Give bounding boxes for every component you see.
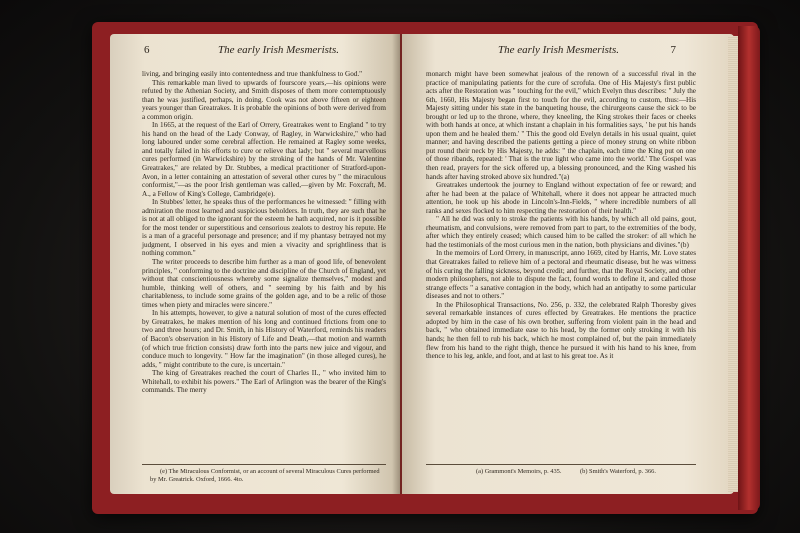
left-page-header <box>110 44 400 62</box>
paragraph: In the memoirs of Lord Orrery, in manuscript, anno 1669, cited by Harris, Mr. Love states that Greatrakes failed to relieve him of a pectoral and rheumatic disease, but he was witness of his curing the falling sickness, beyond credit; and further, that the Royal Society, and other modern philosophers, not able to dispute the fact, found words to define it, and called those strange effects " a sanative contagion in the body, which had an antipathy to some particular diseases and not to others." <box>426 249 696 301</box>
paragraph: In the Philosophical Transactions, No. 256, p. 332, the celebrated Ralph Thoresby gives several remarkable instances of cures effected by Greatrakes. He mentions the practice adopted by him in the case of his own brother, suffering from violent pain in the head and back, " who obtained immediate ease to his head, by the former only stroking it with his hands; he then fell to rub his back, which he most complained of, but the pain immediately flew from his hand to the right thigh, thence he pursued it with his hand to his knee, from thence to his leg, ankle, and foot, and at last to his great toe. As it <box>426 300 696 361</box>
paragraph: living, and bringing easily into contentedness and true thankfulness to God." <box>142 70 363 78</box>
paragraph: In Stubbes' letter, he speaks thus of the performances he witnessed: " filling with admiration the most learned and suspicious beholders. In truth, they are such that he is not at all obliged to the ignorant for the esteem he hath acquired, nor is it possible for the most tender or superstitious and censorious zealots to destroy his repute. He is a man of a graceful personage and presence; and if my phantasy betrayed not my judgment, I observed in his eyes and mien a vivacity and sprightliness that is nothing common." <box>142 198 386 258</box>
footnote: (e) The Miraculous Conformist, or an account of several Miraculous Cures performed by Mr. Greatrick. Oxford, 1666. 4to. <box>150 468 380 483</box>
left-page-text <box>142 70 386 395</box>
footnote-rule <box>142 464 386 465</box>
paragraph: This remarkable man lived to upwards of fourscore years,—his opinions were refuted by the Athenian Society, and Smith disposes of them more contemptuously than he was justified, perhaps, in doing. Cook was not above fifteen or eighteen years younger than Greatrakes. It is probable the opinions of both were derived from a common origin. <box>142 78 386 121</box>
right-page-text <box>426 70 696 361</box>
right-page-header <box>402 44 734 62</box>
paragraph: " All he did was only to stroke the patients with his hands, by which all old pains, gout, rheumatism, and convulsions, were removed from part to part, to the extremities of the body, after which they entirely ceased; which caused him to be called the stroker: of all which he had the testimonials of the most curious men in the nation, both physicians and divines."(b) <box>426 215 696 249</box>
page-edges <box>728 36 738 492</box>
page-number: 7 <box>670 44 676 56</box>
paragraph: monarch might have been somewhat jealous of the renown of a successful rival in the practice of manipulating patients for the cure of scrofula. One of His Majesty's first public acts after the Restoration was " touching for the evil," which Evelyn thus describes: " July the 6th, 1660, His Majesty began first to touch for the evil, according to custom, thus:—His Majesty sitting under his state in the banqueting house, the chirurgeons cause the sick to be brought or led up to the throne, where, they kneeling, the King strokes their faces or cheeks with both hands at once, at which instant a chaplain in his formalities says, ' he put his hands upon them and he healed them.' " This the good old Evelyn details in his usual quaint, quiet manner; and having described the patients getting a piece of money strung on white ribbon put round their neck by His Majesty, he adds: " the chaplain, each time the King put on one of those ribands, repeated: ' That is the true light who came into the world.' The Gospel was then read, prayers for the sick offered up, a blessing pronounced, and the King washed his hands after having stroked above six hundred."(a) <box>426 70 696 181</box>
paragraph: In 1665, at the request of the Earl of Orrery, Greatrakes went to England " to try his hand on the head of the Lady Conway, of Ragley, in Warwickshire," who had long laboured under some cerebral affection. He remained at Ragley some weeks, and totally failed in his efforts to cure or relieve that lady; but " several marvellous cures performed (in Warwickshire) by the stroking of the hands of Mr. Valentine Greatrakes," are related by Dr. Stubbes, a medical practitioner of Stratford-upon-Avon, in a letter containing an attestation of several other cures by " the miraculous conformist,"—as the poor Irish gentleman was called,—given by Mr. Foxcraft, M. A., a Fellow of King's College, Cambridge(e). <box>142 121 386 198</box>
footnote-rule <box>426 464 696 465</box>
page-number: 6 <box>144 44 150 56</box>
left-page <box>110 34 400 494</box>
paragraph: In his attempts, however, to give a natural solution of most of the cures effected by Greatrakes, he makes mention of his long and continued frictions from one to two and three hours; and Dr. Smith, in his History of Waterford, reminds his readers of Bacon's observation in his History of Life and Death,—that motion and warmth (of which true friction consists) draw forth into the parts new juice and vigour, and conduce much to longevity. " How far the imagination" (in those alleged cures), he adds, " might contribute to the cure, is uncertain." <box>142 309 386 369</box>
running-title: The early Irish Mesmerists. <box>498 44 619 56</box>
paragraph: The writer proceeds to describe him further as a man of good life, of benevolent principles, " conforming to the doctrine and discipline of the Church of England, yet without that conscientiousness whereby some signalize themselves," modest and humble, thinking well of others, and " seeming by his faith and by his charitableness, to include some grains of the golden age, and to be a relic of those times when piety and miracles were sincere." <box>142 258 386 309</box>
book-cover-edge <box>738 26 760 510</box>
right-page <box>402 34 734 494</box>
paragraph: The king of Greatrakes reached the court of Charles II., " who invited him to Whitehall, to exhibit his powers." The Earl of Arlington was the bearer of the King's commands. The merry <box>142 369 386 395</box>
running-title: The early Irish Mesmerists. <box>218 44 339 56</box>
paragraph: Greatrakes undertook the journey to England without expectation of fee or reward; and after he had been at the palace of Whitehall, where it does not appear he attracted much attention, he took up his abode in Lincoln's-Inn-Fields, " where incredible numbers of all ranks and sexes flocked to him respecting the restoration of their health." <box>426 181 696 215</box>
footnote-b: (b) Smith's Waterford, p. 366. <box>580 468 656 475</box>
footnote-a: (a) Grammont's Memoirs, p. 435. <box>476 468 562 475</box>
